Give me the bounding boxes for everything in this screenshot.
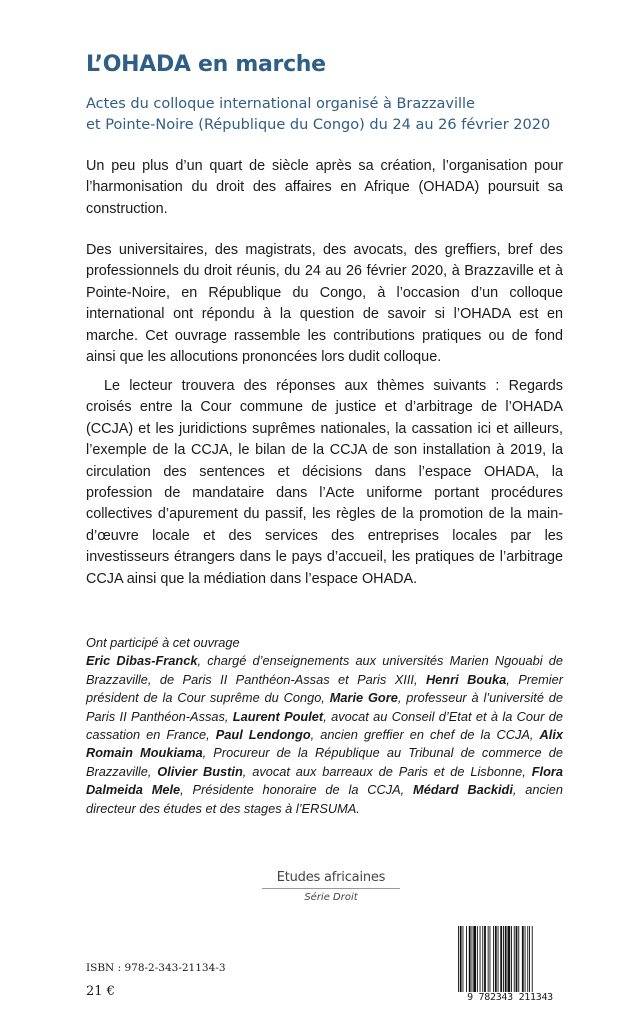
contributor-role: , ancien directeur des études et des stages à l’ERSUMA. — [86, 782, 563, 816]
contributor-role: , chargé d’enseignements aux universités Marien Ngouabi de Brazzaville, de Paris II Panthéon-Assas et Paris XIII, — [86, 653, 563, 687]
book-subtitle — [86, 94, 566, 136]
isbn-text: ISBN : 978-2-343-21134-3 — [86, 962, 226, 974]
book-title: L’OHADA en marche — [86, 52, 326, 77]
collection-label — [262, 870, 400, 903]
contributor-role: , ancien greffier en chef de la CCJA, — [310, 727, 540, 743]
collection-series: Série Droit — [304, 892, 358, 903]
contributors-heading: Ont participé à cet ouvrage — [86, 635, 240, 650]
barcode-digits: 9 782343 211343 — [452, 992, 568, 1004]
summary-text-3: Le lecteur trouvera des réponses aux thèmes suivants : Regards croisés entre la Cour commune de justice et d’arbitrage de l’OHADA (CCJA) et les juridictions suprêmes nationales, la cassation ici et ailleurs, l’exemple de la CCJA, le bilan de la CCJA de son installation à 2019, la circulation des sentences et décisions dans l’espace OHADA, la profession de mandataire dans l’Acte uniforme portant procédures collectives d’apurement du passif, les règles de la promotion de la main-d’œuvre locale et des services des entreprises locales par les investisseurs étrangers dans le pays d’accueil, les pratiques de l’arbitrage CCJA ainsi que la médiation dans l’espace OHADA. — [86, 378, 563, 587]
contributor-name: Paul Lendongo — [215, 727, 311, 743]
collection-name: Etudes africaines — [262, 870, 400, 889]
contributor-name: Médard Backidi — [413, 782, 513, 798]
subtitle-line-1: Actes du colloque international organisé à Brazzaville — [86, 96, 475, 112]
contributor-name: Laurent Poulet — [232, 708, 324, 724]
summary-paragraph-1 — [86, 156, 563, 220]
contributor-name: Alix Romain Moukiama — [86, 727, 563, 761]
contributor-name: Olivier Bustin — [157, 763, 243, 779]
subtitle-line-2: et Pointe-Noire (République du Congo) du 24 au 26 février 2020 — [86, 117, 551, 133]
contributor-role: , professeur à l’université de Paris II Panthéon-Assas, — [86, 690, 564, 724]
contributor-name: Eric Dibas-Franck — [86, 653, 198, 669]
barcode — [452, 926, 568, 1006]
summary-text-1: Un peu plus d’un quart de siècle après sa création, l’organisation pour l’harmonisation du droit des affaires en Afrique (OHADA) poursuit sa construction. — [86, 158, 563, 217]
contributor-name: Flora Dalmeida Mele — [86, 763, 563, 798]
contributor-role: , avocat aux barreaux de Paris et de Lisbonne, — [242, 763, 532, 779]
contributors-list — [86, 653, 563, 815]
contributors-block — [86, 634, 563, 818]
barcode-bars — [452, 926, 568, 998]
contributor-role: , avocat au Conseil d’Etat et à la Cour de cassation en France, — [86, 708, 563, 743]
contributor-role: , Premier président de la Cour suprême du Congo, — [86, 671, 563, 706]
summary-text-2: Des universitaires, des magistrats, des avocats, des greffiers, bref des professionnels du droit réunis, du 24 au 26 février 2020, à Brazzaville et à Pointe-Noire, en République du Congo, à l’occasion d’un colloque international ont répondu à la question de savoir si l’OHADA est en marche. Cet ouvrage rassemble les contributions pratiques ou de fond ainsi que les allocutions prononcées lors dudit colloque. — [86, 242, 563, 366]
price-text: 21 € — [86, 984, 115, 999]
contributor-role: , Procureur de la République au Tribunal de commerce de Brazzaville, — [86, 745, 563, 779]
contributor-name: Marie Gore — [329, 690, 398, 706]
contributor-name: Henri Bouka — [425, 671, 507, 687]
summary-paragraph-3 — [86, 376, 563, 590]
summary-paragraph-2 — [86, 240, 563, 368]
contributor-role: , Présidente honoraire de la CCJA, — [180, 782, 414, 798]
